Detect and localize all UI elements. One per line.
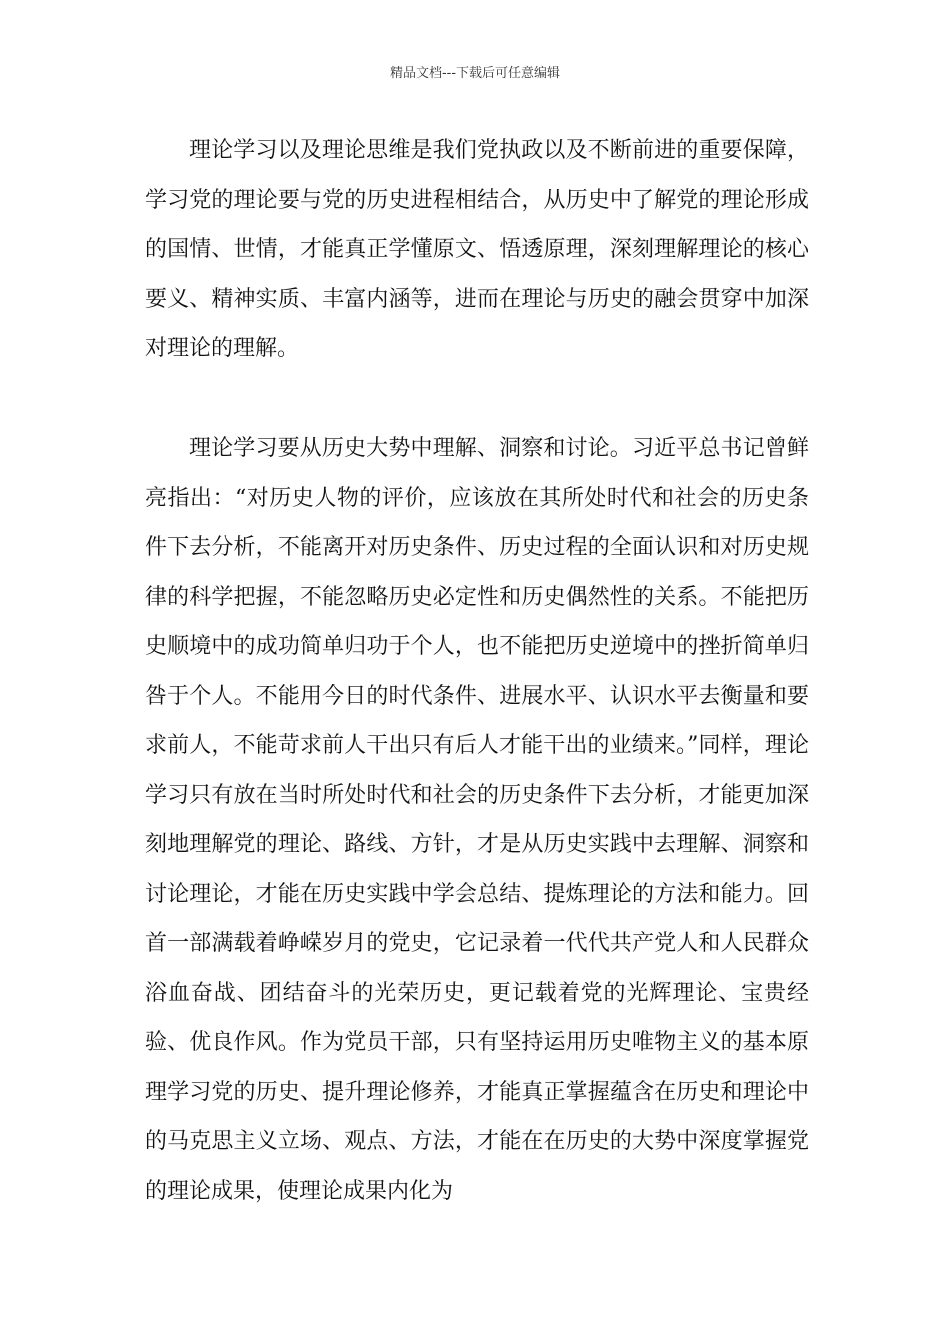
page-header: 精品文档---下载后可任意编辑 <box>389 66 561 81</box>
paragraph-1-container <box>145 126 809 374</box>
paragraph-2: 理论学习要从历史大势中理解、洞察和讨论。习近平总书记曾鲜亮指出：“对历史人物的评价，应该放在其所处时代和社会的历史条件下去分析，不能离开对历史条件、历史过程的全面认识和对历史规律的科学把握，不能忽略历史必定性和历史偶然性的关系。不能把历史顺境中的成功简单归功于个人，也不能把历史逆境中的挫折简单归咎于个人。不能用今日的时代条件、进展水平、认识水平去衡量和要求前人，不能苛求前人干出只有后人才能干出的业绩来。”同样，理论学习只有放在当时所处时代和社会的历史条件下去分析，才能更加深刻地理解党的理论、路线、方针，才是从历史实践中去理解、洞察和讨论理论，才能在历史实践中学会总结、提炼理论的方法和能力。回首一部满载着峥嵘岁月的党史，它记录着一代代共产党人和人民群众浴血奋战、团结奋斗的光荣历史，更记载着党的光辉理论、宝贵经验、优良作风。作为党员干部，只有坚持运用历史唯物主义的基本原理学习党的历史、提升理论修养，才能真正掌握蕴含在历史和理论中的马克思主义立场、观点、方法，才能在在历史的大势中深度掌握党的理论成果，使理论成果内化为 <box>145 436 809 1204</box>
paragraph-1: 理论学习以及理论思维是我们党执政以及不断前进的重要保障，学习党的理论要与党的历史进程相结合，从历史中了解党的理论形成的国情、世情，才能真正学懂原文、悟透原理，深刻理解理论的核心要义、精神实质、丰富内涵等，进而在理论与历史的融会贯穿中加深对理论的理解。 <box>145 138 809 361</box>
paragraph-2-container <box>145 424 809 1216</box>
